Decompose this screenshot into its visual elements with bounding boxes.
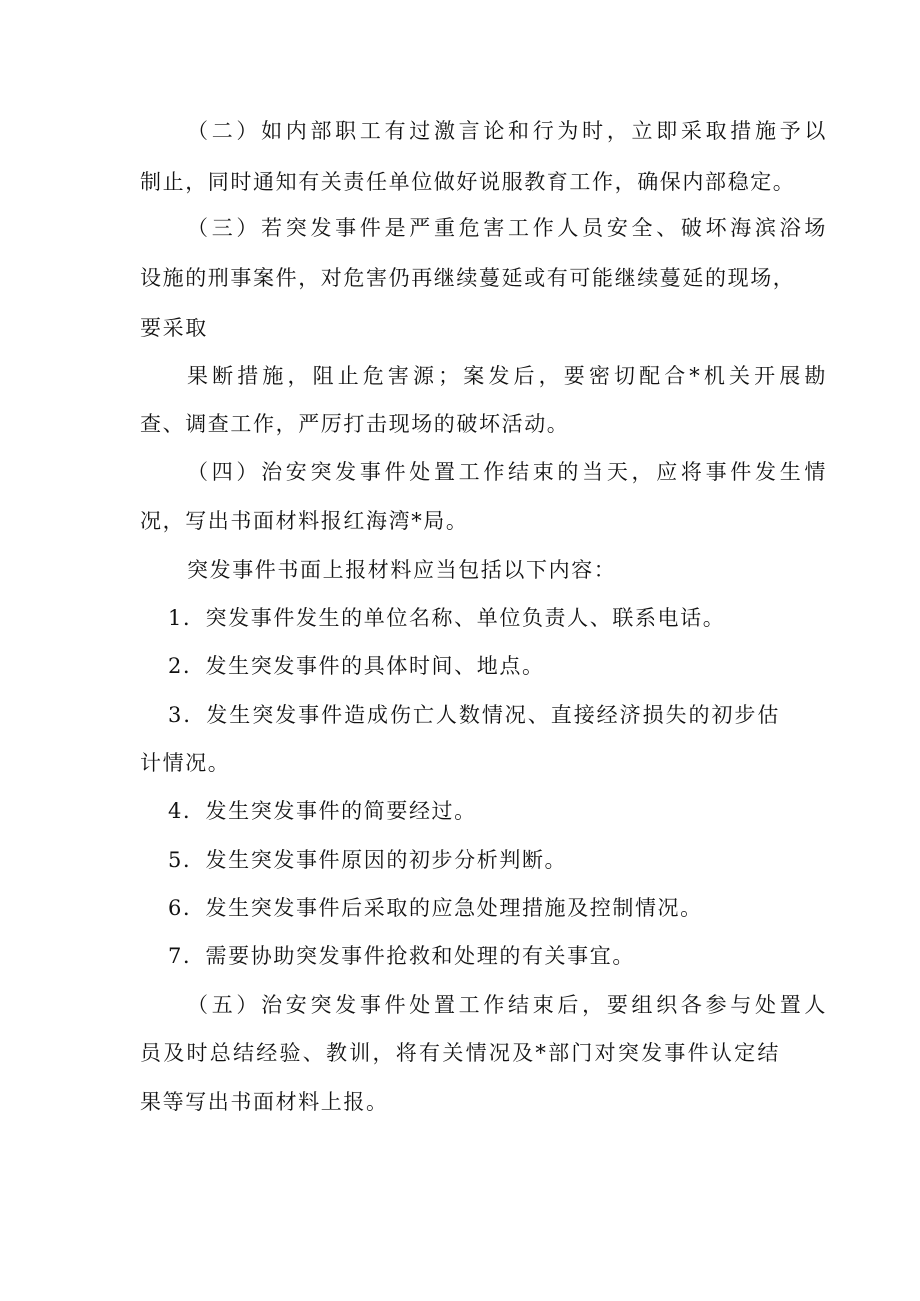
paragraph-line: 突发事件书面上报材料应当包括以下内容： [187,558,617,582]
paragraph-line: （五）治安突发事件处置工作结束后，要组织各参与处置人 [187,993,827,1017]
paragraph-line: （二）如内部职工有过激言论和行为时，立即采取措施予以 [187,119,827,143]
paragraph-line: 设施的刑事案件，对危害仍再继续蔓延或有可能继续蔓延的现场， [140,266,796,290]
paragraph-line: 果断措施，阻止危害源；案发后，要密切配合*机关开展勘 [187,364,827,388]
paragraph-line: 制止，同时通知有关责任单位做好说服教育工作，确保内部稳定。 [140,170,796,194]
list-item: 4．发生突发事件的简要经过。 [168,799,477,823]
paragraph-line: （四）治安突发事件处置工作结束的当天，应将事件发生情 [187,460,827,484]
list-item: 6．发生突发事件后采取的应急处理措施及控制情况。 [168,896,703,920]
paragraph-line: 计情况。 [140,751,231,775]
paragraph-line: 果等写出书面材料上报。 [140,1090,389,1114]
list-item: 7．需要协助突发事件抢救和处理的有关事宜。 [168,944,635,968]
paragraph-line: 况，写出书面材料报红海湾*局。 [140,509,469,533]
paragraph-line: （三）若突发事件是严重危害工作人员安全、破坏海滨浴场 [187,216,827,240]
paragraph-line: 员及时总结经验、教训，将有关情况及*部门对突发事件认定结 [140,1041,780,1065]
list-item: 1．突发事件发生的单位名称、单位负责人、联系电话。 [168,606,726,630]
list-item: 5．发生突发事件原因的初步分析判断。 [168,848,568,872]
list-item: 2．发生突发事件的具体时间、地点。 [168,654,545,678]
paragraph-line: 查、调查工作，严厉打击现场的破坏活动。 [140,412,570,436]
paragraph-line: 要采取 [140,316,208,340]
list-item: 3．发生突发事件造成伤亡人数情况、直接经济损失的初步估 [168,703,780,727]
